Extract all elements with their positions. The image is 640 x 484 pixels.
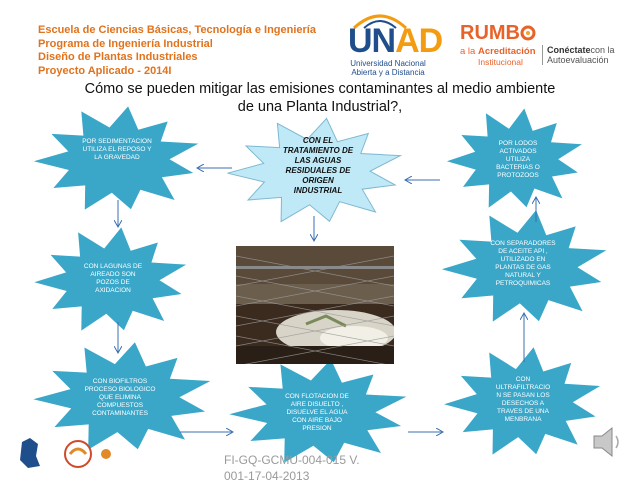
header-course: Diseño de Plantas Industriales <box>38 51 198 63</box>
node-sedimentacion-label: POR SEDIMENTACION UTILIZA EL REPOSO Y LA GRAVEDAD <box>82 138 152 161</box>
rumbo-sub-line2: Institucional <box>478 57 523 67</box>
colombia-map-icon <box>20 438 40 468</box>
unad-wordmark: UNAD <box>348 22 443 60</box>
node-ultrafiltracion-label: CON ULTRAFILTRACIO N SE PASAN LOS DESECHOS A TRAVES DE UNA MENBRANA <box>495 376 551 423</box>
node-separadores-label: CON SEPARADORES DE ACEITE API , UTILIZADO EN PLANTAS DE GAS NATURAL Y PETROQUIMICAS <box>490 240 556 287</box>
center-node-label: CON EL TRATAMIENTO DE LAS AGUAS RESIDUALES DE ORIGEN INDUSTRIAL <box>282 136 354 195</box>
question-line-1: Cómo se pueden mitigar las emisiones contaminantes al medio ambiente <box>84 81 556 97</box>
header-school: Escuela de Ciencias Básicas, Tecnología e Ingeniería <box>38 24 316 36</box>
question-line-2: de una Planta Industrial?, <box>237 99 403 115</box>
wastewater-photo <box>236 246 394 364</box>
rumbo-wordmark: RUMB <box>460 22 536 45</box>
certification-badges <box>16 436 112 472</box>
document-code: FI-GQ-GCMU-004-015 V. 001-17-04-2013 <box>224 453 360 483</box>
icontec-badge-1-icon <box>65 441 91 467</box>
node-flotacion-label: CON FLOTACION DE AIRE DISUELTO , DISUELVE EL AGUA CON AIRE BAJO PRESION <box>285 393 349 432</box>
audio-speaker-icon[interactable] <box>588 422 624 462</box>
header-project: Proyecto Aplicado - 2014I <box>38 64 172 77</box>
wastewater-image <box>236 246 394 364</box>
rumbo-sub-line1: a la Acreditación <box>460 46 536 57</box>
node-lagunas-label: CON LAGUNAS DE AIREADO SON POZOS DE AXIDACION <box>83 263 143 294</box>
node-biofiltros-label: CON BIOFILTROS PROCESO BIOLOGICO QUE ELIMINA COMPUESTOS CONTAMINANTES <box>84 378 156 417</box>
unad-subtitle: Universidad Nacional Abierta y a Distancia <box>350 59 426 77</box>
node-lodos-label: POR LODOS ACTIVADOS UTILIZA BACTERIAS O PROTOZOOS <box>496 140 540 179</box>
conectate-tagline: Conéctatecon la Autoevaluación <box>542 45 615 65</box>
header-program: Programa de Ingeniería Industrial <box>38 37 213 50</box>
icontec-badge-2-icon <box>101 449 111 459</box>
